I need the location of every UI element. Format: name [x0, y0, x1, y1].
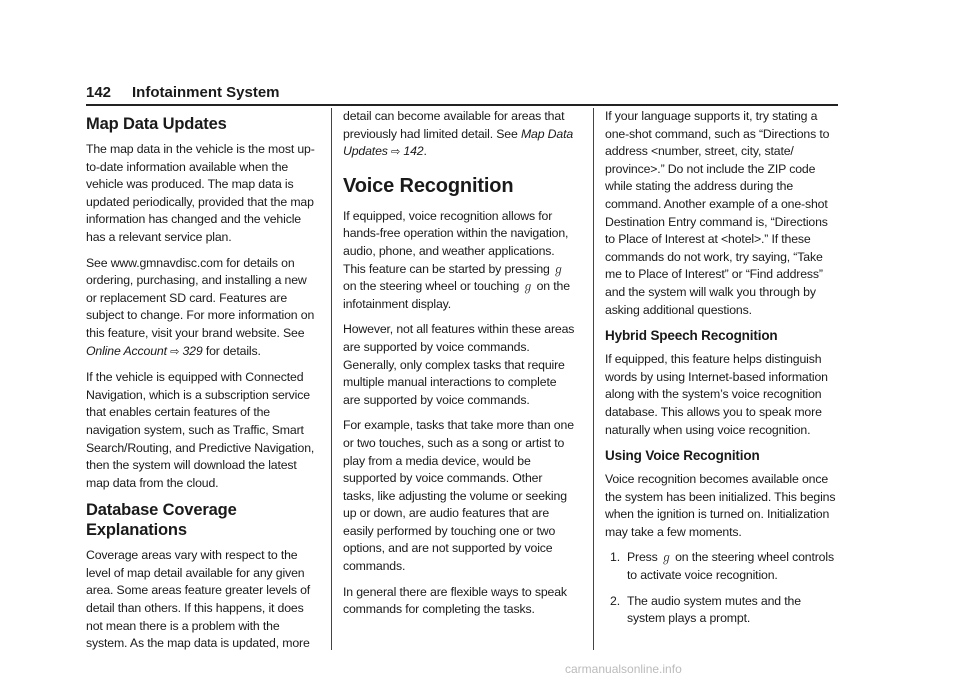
step-text — [627, 549, 837, 584]
step-number: 1. — [610, 550, 620, 565]
heading-hybrid-speech: Hybrid Speech Recognition — [605, 328, 778, 344]
page-ref-arrow-icon: ⇨ — [170, 345, 180, 358]
paragraph: Voice recognition becomes available once the system has been initialized. This begins when the ignition is turned on. Initialization may take a few moments. — [605, 472, 836, 539]
paragraph: For example, tasks that take more than one or two touches, such as a song or artist to play from a media device, would be supported by voice commands. Other tasks, like adjusting the volume or seeking up or down, are audio features that are easily performed by touching one or two options, and are not supported by voice commands. — [343, 418, 574, 574]
paragraph — [86, 255, 318, 362]
paragraph: In general there are flexible ways to speak commands for completing the tasks. — [343, 584, 567, 617]
list-item — [605, 549, 837, 584]
paragraph: If your language supports it, try stating a one-shot command, such as “Directions to address <number, street, city, state/ province>.” Do not include the ZIP code while stating the address during the command. Another example of a one-shot Destination Entry command is, “Directions to Place of Interest at <hotel>.” If these commands do not work, try saying, “Take me to Place of Interest” or “Find address” and the system will walk you through by asking additional questions. — [605, 109, 830, 317]
paragraph — [343, 108, 575, 162]
column-3 — [605, 108, 837, 636]
column-divider — [593, 108, 594, 650]
voice-recognition-icon: ℊ — [522, 280, 534, 294]
heading-map-data-updates: Map Data Updates — [86, 115, 227, 133]
watermark: carmanualsonline.info — [565, 662, 682, 676]
page-ref: 142 — [403, 144, 424, 159]
paragraph: However, not all features within these areas are supported by voice commands. Generally, only complex tasks that require multiple manual interactions to complete are supported by voice commands. — [343, 322, 575, 407]
heading-database-coverage: Database Coverage Explanations — [86, 501, 237, 540]
paragraph: Coverage areas vary with respect to the level of map detail available for any given area. Some areas feature greater levels of detail than others. If this happens, it does not mean there is a problem with the system. As the map data is updated, more — [86, 548, 311, 651]
online-account-link[interactable] — [86, 344, 203, 358]
paragraph: The map data in the vehicle is the most up-to-date information available when the vehicle was produced. The map data is updated periodically, provided that the map information has changed and the vehicle has a relevant service plan. — [86, 142, 315, 244]
column-divider — [331, 108, 332, 650]
text: on the infotainment display. — [343, 279, 570, 311]
step-text: The audio system mutes and the system plays a prompt. — [627, 593, 801, 626]
text: for details. — [202, 343, 261, 358]
voice-recognition-icon: ℊ — [553, 262, 564, 276]
page-number: 142 — [86, 84, 112, 101]
text: on the steering wheel or touching — [343, 279, 523, 294]
heading-voice-recognition: Voice Recognition — [343, 174, 514, 197]
text: See www.gmnavdisc.com for details on ordering, purchasing, and installing a new or replacement SD card. Features are subject to change. For more information on this feature, visit your brand website. See — [86, 255, 315, 340]
page-ref: 329 — [182, 343, 203, 358]
step-number: 2. — [610, 593, 620, 608]
link-text: Online Account — [86, 343, 167, 358]
list-item — [605, 593, 837, 628]
section-title: Infotainment System — [132, 84, 280, 101]
text: If equipped, voice recognition allows for hands-free operation within the navigation, audio, phone, and weather applications. This feature can be started by pressing — [343, 208, 569, 276]
page-ref-arrow-icon: ⇨ — [391, 146, 401, 159]
paragraph: If the vehicle is equipped with Connected Navigation, which is a subscription service that enables certain features of the navigation system, such as Traffic, Smart Search/Routing, and Predictive Navigation, then the system will download the latest map data from the cloud. — [86, 370, 315, 490]
paragraph — [343, 208, 575, 314]
column-1 — [86, 108, 318, 661]
link-text: Map Data Updates — [343, 126, 574, 159]
text: Press — [627, 550, 661, 565]
text: on the steering wheel controls to activate voice recognition. — [627, 550, 834, 583]
text: . — [423, 144, 427, 159]
paragraph: If equipped, this feature helps distinguish words by using Internet-based information along with the system’s voice recognition database. This allows you to speak more naturally when using voice recognition. — [605, 352, 828, 437]
column-2 — [343, 108, 575, 627]
text: detail can become available for areas that previously had limited detail. See — [343, 109, 565, 141]
page-header — [86, 84, 838, 106]
voice-recognition-icon: ℊ — [660, 551, 672, 565]
heading-using-voice: Using Voice Recognition — [605, 448, 760, 464]
